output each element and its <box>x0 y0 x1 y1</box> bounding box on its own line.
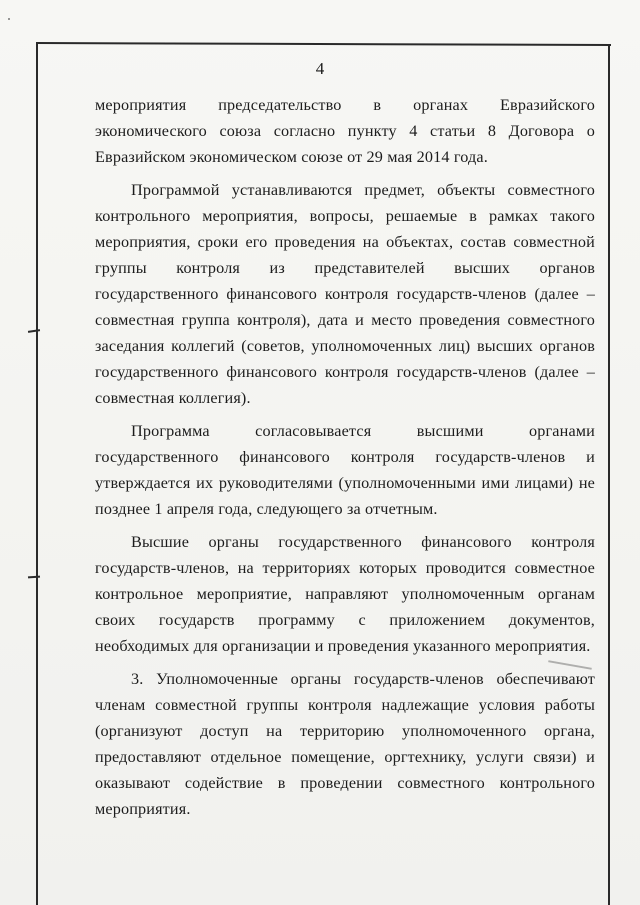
paragraph-program-contents: Программой устанавливаются предмет, объекты совместного контрольного мероприятия, вопросы, решаемые в рамках такого мероприятия, сроки его проведения на объектах, состав совместной группы контроля из представителей высших органов государственного финансового контроля государств-членов (далее – совместная группа контроля), дата и место проведения совместного заседания коллегий (советов, уполномоченных лиц) высших органов государственного финансового контроля государств-членов (далее – совместная коллегия). <box>95 181 595 407</box>
page-number: 4 <box>315 59 325 78</box>
margin-mark <box>28 329 40 333</box>
frame-left-border <box>36 42 38 905</box>
document-body <box>95 92 595 829</box>
frame-top-border <box>36 42 611 46</box>
paragraph-continuation: мероприятия председательство в органах Евразийского экономического союза согласно пункту 4 статьи 8 Договора о Евразийском экономическом союзе от 29 мая 2014 года. <box>95 96 595 166</box>
frame-right-border <box>608 44 610 905</box>
paragraph-section-3: 3. Уполномоченные органы государств-членов обеспечивают членам совместной группы контроля надлежащие условия работы (организуют доступ на территорию уполномоченного органа, предоставляют отдельное помещение, оргтехнику, услуги связи) и оказывают содействие в проведении совместного контрольного мероприятия. <box>95 670 595 818</box>
scan-speck <box>8 18 10 20</box>
paragraph-program-approval: Программа согласовывается высшими органами государственного финансового контроля государств-членов и утверждается их руководителями (уполномоченными ими лицами) не позднее 1 апреля года, следующего за отчетным. <box>95 422 595 518</box>
margin-mark <box>28 576 40 579</box>
paragraph-program-submission: Высшие органы государственного финансового контроля государств-членов, на территориях которых проводится совместное контрольное мероприятие, направляют уполномоченным органам своих государств программу с приложением документов, необходимых для организации и проведения указанного мероприятия. <box>95 533 595 655</box>
